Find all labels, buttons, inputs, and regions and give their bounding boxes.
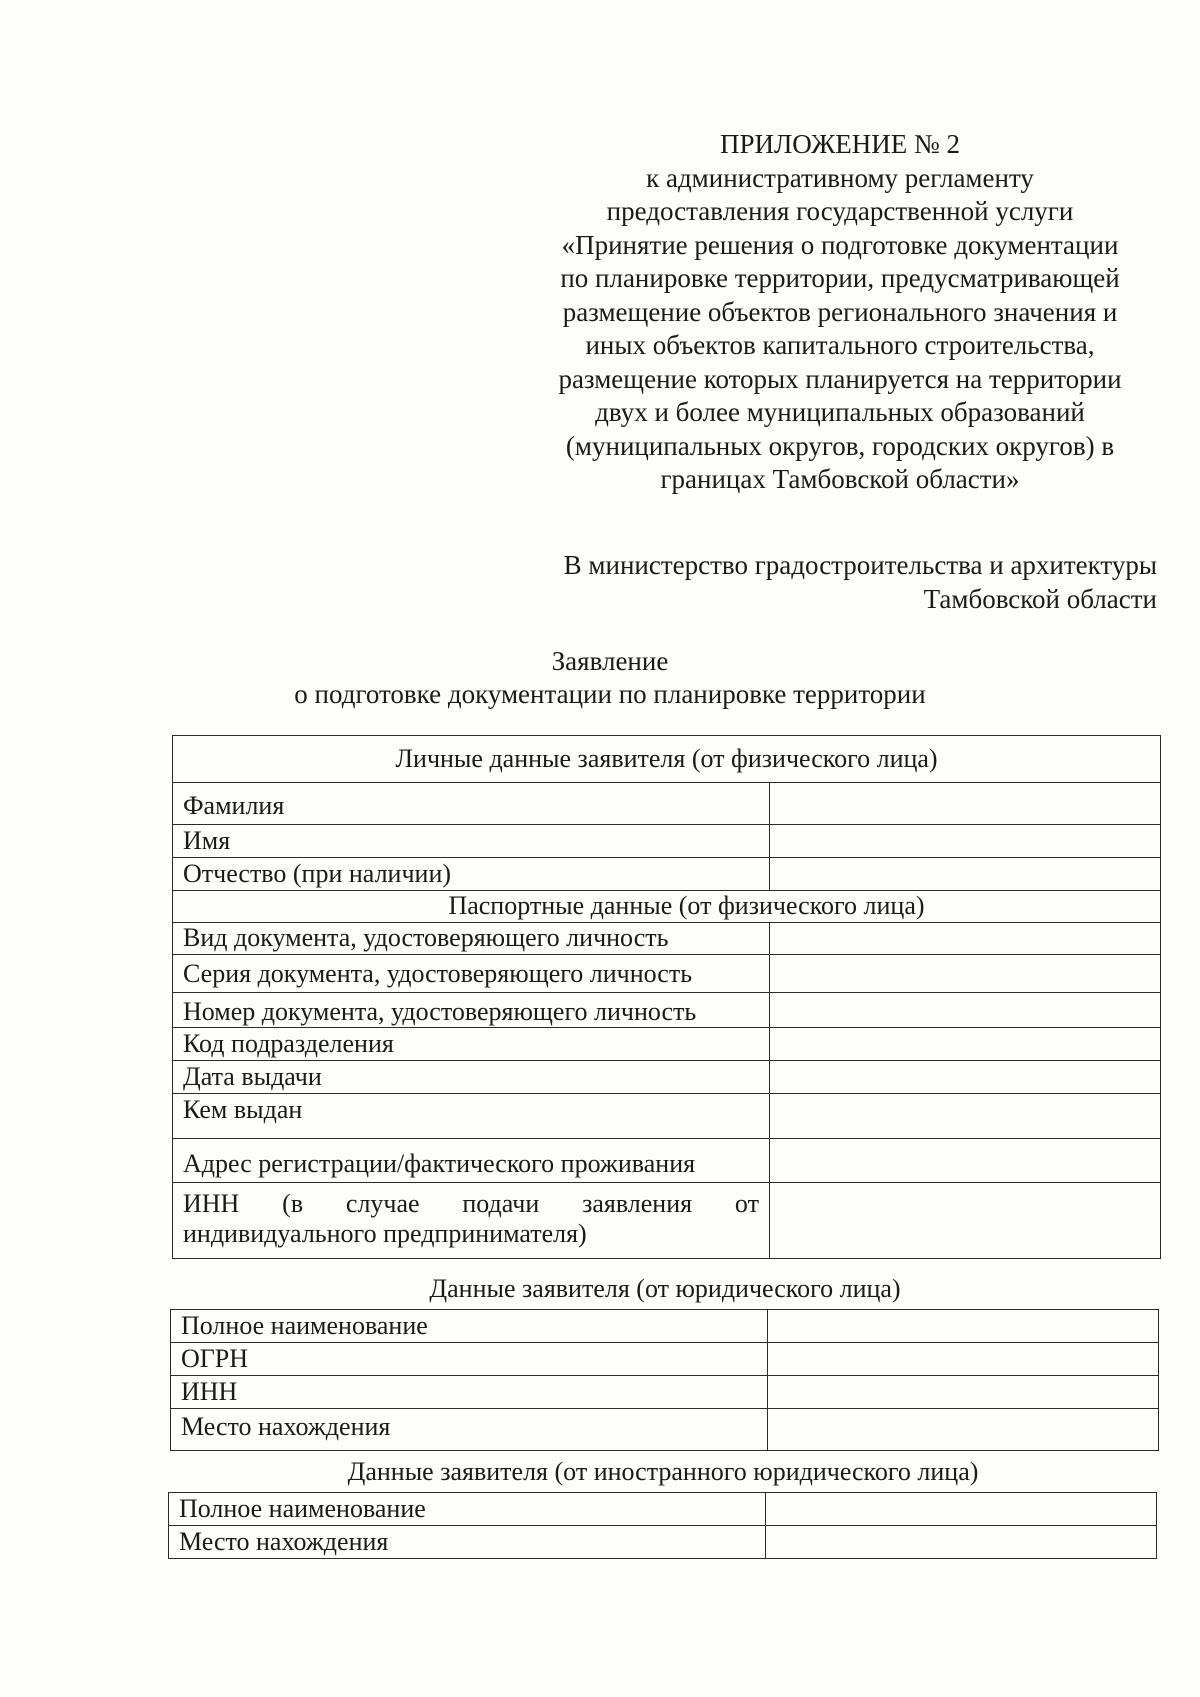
addressee (440, 548, 1157, 616)
legal-entity-heading: Данные заявителя (от юридического лица) (429, 1274, 901, 1303)
inn-entrepreneur-line1 (183, 1189, 759, 1219)
foreign-location-label: Место нахождения (169, 1526, 766, 1559)
name-field[interactable] (770, 825, 1161, 858)
passport-data-header: Паспортные данные (от физического лица) (173, 891, 1161, 923)
appendix-line: иных объектов капитального строительства, (585, 330, 1095, 360)
inn-word: заявления (582, 1189, 693, 1218)
document-title (160, 645, 1060, 711)
appendix-header (540, 128, 1140, 497)
appendix-line: предоставления государственной услуги (606, 196, 1074, 226)
ogrn-field[interactable] (768, 1343, 1159, 1376)
legal-location-field[interactable] (768, 1409, 1159, 1451)
issue-date-field[interactable] (770, 1061, 1161, 1094)
doc-type-field[interactable] (770, 923, 1161, 955)
foreign-location-field[interactable] (766, 1526, 1157, 1559)
doc-number-field[interactable] (770, 993, 1161, 1028)
appendix-line: к административному регламенту (646, 162, 1034, 193)
issued-by-field[interactable] (770, 1094, 1161, 1139)
foreign-full-name-field[interactable] (766, 1493, 1157, 1526)
doc-series-field[interactable] (770, 955, 1161, 993)
inn-word: случае (345, 1189, 420, 1218)
legal-location-label: Место нахождения (171, 1409, 768, 1451)
division-code-field[interactable] (770, 1028, 1161, 1061)
title-subtitle: о подготовке документации по планировке территории (294, 679, 926, 709)
name-label: Имя (173, 825, 770, 858)
appendix-line: размещение объектов регионального значения и (562, 296, 1118, 327)
patronymic-label: Отчество (при наличии) (173, 858, 770, 891)
foreign-entity-table (168, 1492, 1157, 1559)
individual-data-table (172, 735, 1161, 1259)
addressee-line: В министерство градостроительства и архитектуры (563, 550, 1157, 580)
appendix-line: «Принятие решения о подготовке документации (561, 229, 1119, 260)
address-label: Адрес регистрации/фактического проживания (173, 1139, 770, 1183)
legal-entity-table (170, 1309, 1159, 1451)
doc-number-label: Номер документа, удостоверяющего личность (173, 993, 770, 1028)
appendix-line: двух и более муниципальных образований (595, 397, 1085, 427)
inn-word: ИНН (183, 1189, 240, 1218)
patronymic-field[interactable] (770, 858, 1161, 891)
title-line: Заявление (551, 646, 669, 676)
legal-full-name-label: Полное наименование (171, 1310, 768, 1343)
inn-entrepreneur-field[interactable] (770, 1183, 1161, 1259)
personal-data-header: Личные данные заявителя (от физического лица) (173, 736, 1161, 783)
appendix-line: размещение которых планируется на территории (558, 363, 1122, 394)
legal-inn-label: ИНН (171, 1376, 768, 1409)
surname-field[interactable] (770, 783, 1161, 825)
surname-label: Фамилия (173, 783, 770, 825)
legal-full-name-field[interactable] (768, 1310, 1159, 1343)
foreign-entity-heading: Данные заявителя (от иностранного юридического лица) (347, 1457, 979, 1486)
issued-by-label: Кем выдан (173, 1094, 770, 1139)
inn-word: от (734, 1189, 759, 1218)
issue-date-label: Дата выдачи (173, 1061, 770, 1094)
address-field[interactable] (770, 1139, 1161, 1183)
appendix-line: границах Тамбовской области» (660, 464, 1020, 494)
inn-entrepreneur-label (173, 1183, 770, 1259)
inn-entrepreneur-line2: индивидуального предпринимателя) (183, 1219, 587, 1248)
inn-word: подачи (462, 1189, 540, 1218)
appendix-line: по планировке территории, предусматривающей (560, 263, 1120, 293)
legal-inn-field[interactable] (768, 1376, 1159, 1409)
appendix-title: ПРИЛОЖЕНИЕ № 2 (719, 129, 961, 159)
addressee-line: Тамбовской области (923, 584, 1157, 614)
ogrn-label: ОГРН (171, 1343, 768, 1376)
foreign-full-name-label: Полное наименование (169, 1493, 766, 1526)
doc-type-label: Вид документа, удостоверяющего личность (173, 923, 770, 955)
appendix-line: (муниципальных округов, городских округов) в (565, 430, 1115, 461)
division-code-label: Код подразделения (173, 1028, 770, 1061)
doc-series-label: Серия документа, удостоверяющего личность (173, 955, 770, 993)
inn-word: (в (282, 1189, 304, 1218)
